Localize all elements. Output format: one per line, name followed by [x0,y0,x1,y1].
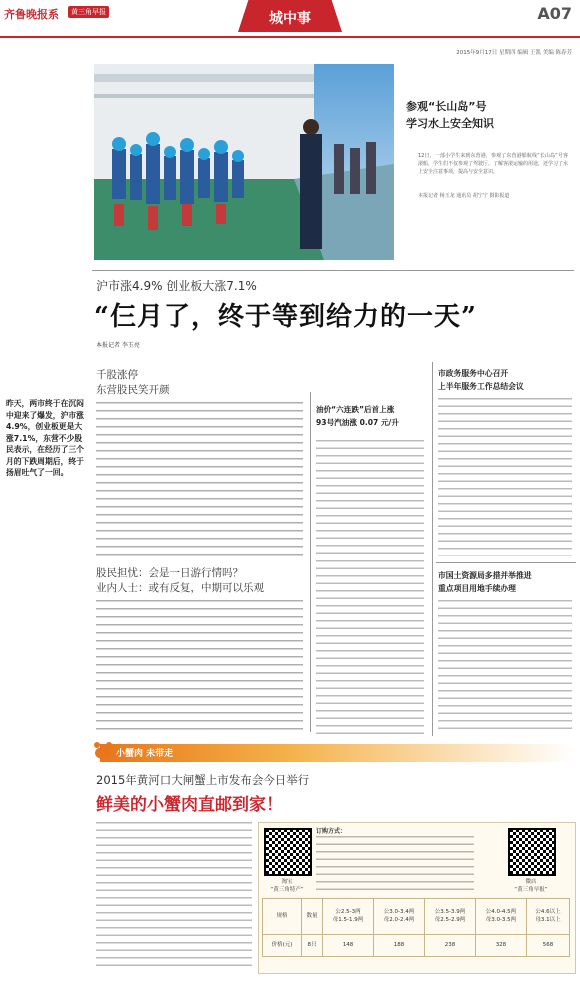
table-price-4: 568 [526,935,569,957]
qr-caption-weidian: 微店 “黄三角早报” [514,879,548,893]
photo-story-caption: 12日，一部小学生来到东营港，参观了东营港船航线“长山岛”号客滚船，学生们不仅参观了驾驶厅，了解客滚运输的用途，还学习了水上安全注意事项，提高与安全意识。 [418,153,569,175]
table-price-2: 238 [424,935,475,957]
table-qty-value: 8只 [302,935,323,957]
right-story-rule [436,562,576,563]
right-story-2-body [438,600,572,734]
lead-byline: 本报记者 李玉亮 [96,342,140,349]
crab-icon [92,740,114,762]
qr-code-taobao[interactable] [264,828,312,876]
order-title: 订购方式： [316,828,347,835]
table-spec-2: 公3.5-3.9两 母2.5-2.9两 [424,899,475,935]
right-story-1-body [438,398,572,556]
crab-subtitle: 2015年黄河口大闸蟹上市发布会今日举行 [96,773,310,787]
lead-subhead-1: 千股涨停 东营股民笑开颜 [96,369,170,396]
photo-story-title: 参观“长山岛”号 学习水上安全知识 [406,100,494,130]
right-story-1-title: 市政务服务中心召开 上半年服务工作总结会议 [438,369,524,391]
lead-body-1 [96,402,303,560]
table-qty-label: 数量 [302,899,323,935]
table-spec-4: 公4.6以上 母3.1以上 [526,899,569,935]
table-header-label: 规格 [263,899,302,935]
price-table [262,898,570,968]
table-spec-1: 公3.0-3.4两 母2.0-2.4两 [373,899,424,935]
right-story-2-title: 市国土资源局多措并举推进 重点项目用地手续办理 [438,571,532,593]
page-number: A07 [537,4,572,23]
brand-logo: 齐鲁晚报系 [4,8,59,21]
table-price-1: 188 [373,935,424,957]
crab-banner: 小蟹肉 未带走 [116,749,174,759]
lead-kicker: 沪市涨4.9% 创业板大涨7.1% [96,279,257,293]
table-price-3: 328 [475,935,526,957]
lead-subhead-2: 股民担忧：会是一日游行情吗？ 业内人士：或有反复，中期可以乐观 [96,567,264,594]
lead-body-2 [96,600,303,736]
table-spec-0: 公2.5-3两 母1.5-1.9两 [323,899,374,935]
right-divider [432,362,433,736]
oil-body [316,440,424,734]
photo-story-credit: 本报记者 杨玉龙 通讯员 胡宁宁 摄影报道 [418,193,510,199]
brand-tag: 黄三角早报 [68,6,109,18]
ferry-photo [94,64,394,260]
masthead-rule [0,36,580,38]
table-price-0: 148 [323,935,374,957]
qr-caption-taobao: 淘宝 “黄三角特产” [270,879,304,893]
crab-body [96,822,252,972]
sidebar-note: 昨天，两市终于在沉闷中迎来了爆发，沪市涨4.9%，创业板更是大涨7.1%，东营不少股民表示，在经历了三个月的下跌周期后，终于扬眉吐气了一回。 [6,399,84,477]
crab-headline: 鲜美的小蟹肉直邮到家！ [96,795,283,815]
lead-top-rule [92,270,574,271]
oil-divider [310,392,311,732]
qr-code-weidian[interactable] [508,828,556,876]
section-title: 城中事 [269,11,311,27]
date-line: 2015年9月17日 星期四 编辑 王凯 美编 陈春芳 [456,50,572,56]
order-methods [316,836,474,892]
table-row-label: 价格(元) [263,935,302,957]
oil-headline: 油价“六连跌”后首上涨 93号汽油涨 0.07 元/升 [316,405,399,427]
table-spec-3: 公4.0-4.5两 母3.0-3.5两 [475,899,526,935]
lead-headline: “仨月了，终于等到给力的一天” [94,302,477,332]
masthead [0,0,580,56]
